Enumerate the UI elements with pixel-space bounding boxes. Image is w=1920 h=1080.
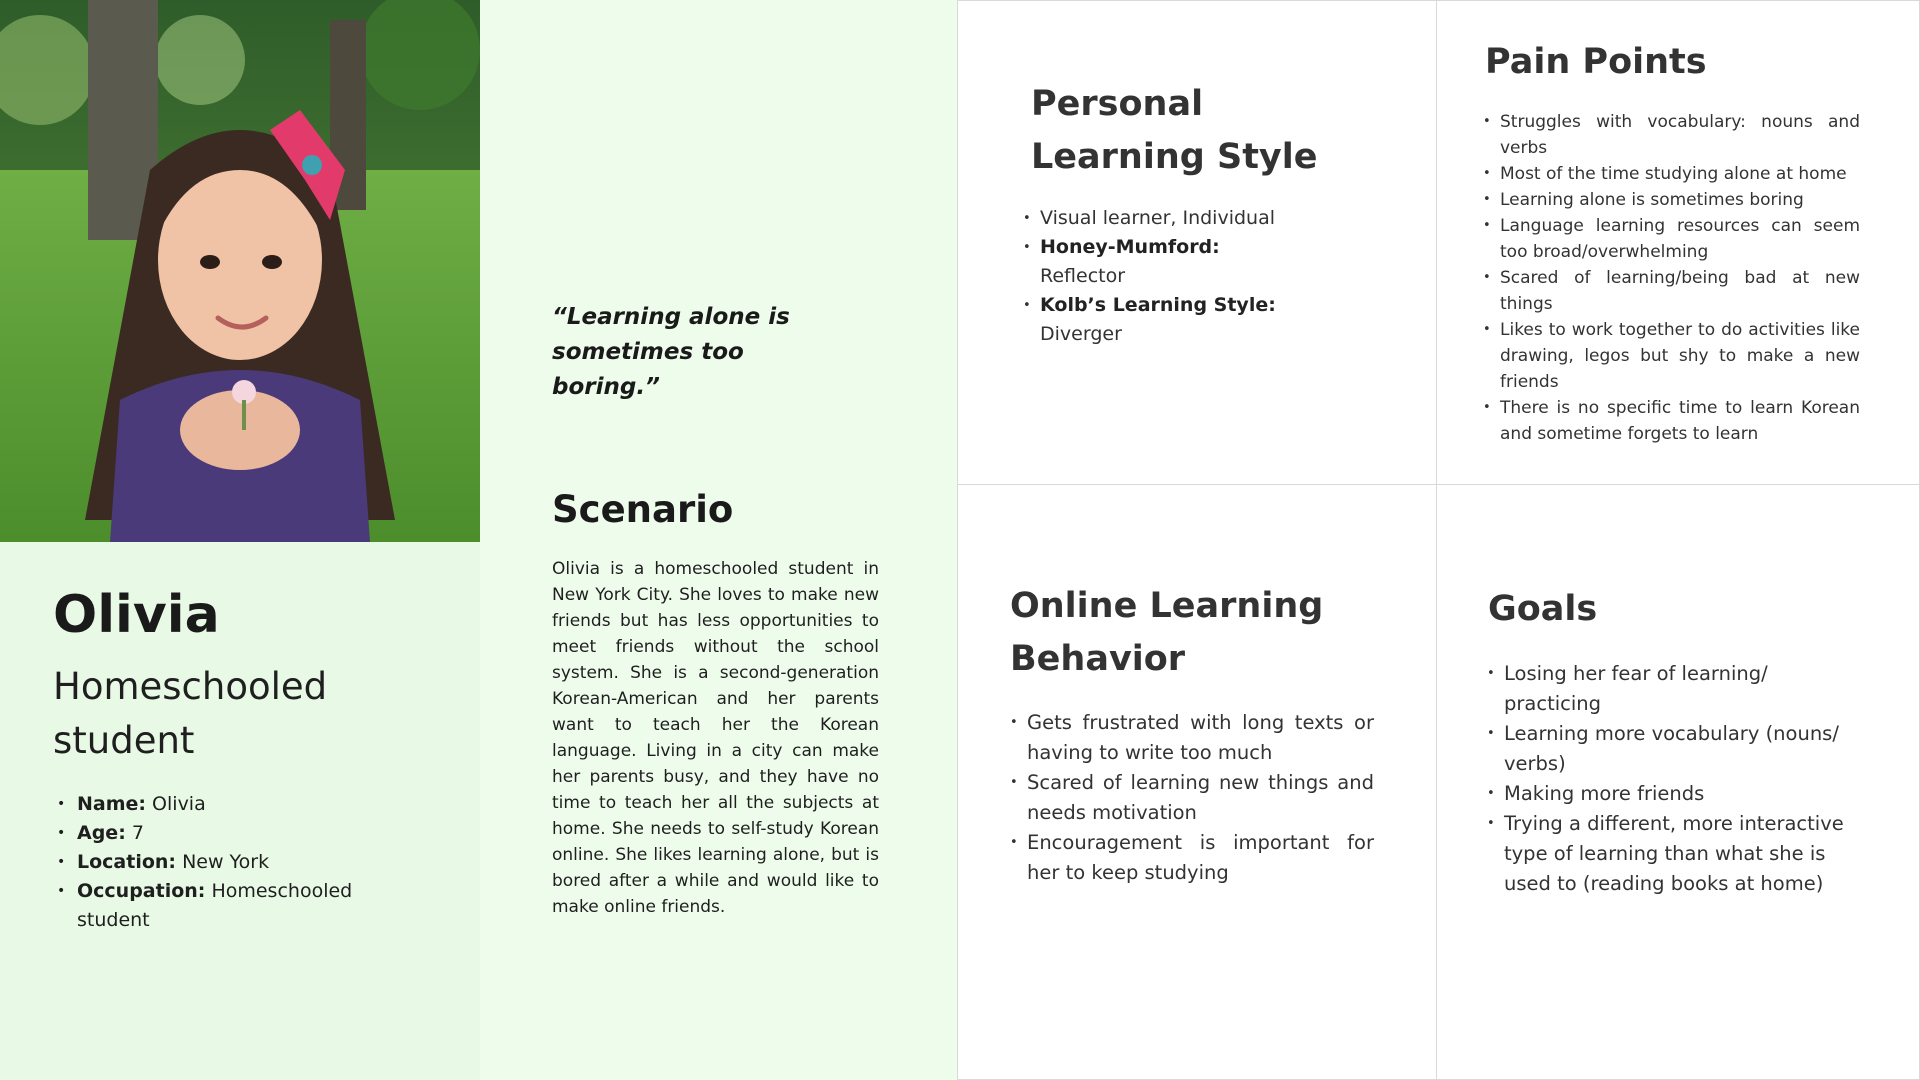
pain-point-item: • Likes to work together to do activities like drawing, legos but shy to make a new friends (1483, 317, 1860, 395)
divider-horizontal-middle (957, 484, 1920, 485)
scenario-text: Olivia is a homeschooled student in New York City. She loves to make new friends but has less opportunities to meet friends without the school system. She is a second-generation Korean-American and her parents want to teach her the Korean language. Living in a city can make her parents busy, and they have no time to teach her all the subjects at home. She needs to self-study Korean online. She likes learning alone, but is bored after a while and would like to make online friends. (552, 559, 879, 917)
learning-style-list (1023, 204, 1323, 349)
pain-point-item: • Struggles with vocabulary: nouns and verbs (1483, 109, 1860, 161)
fact-label: Age: (77, 822, 126, 844)
online-behavior-item: • Encouragement is important for her to keep studying (1010, 828, 1374, 888)
fact-label: Name: (77, 793, 147, 815)
learning-style-item (1023, 233, 1323, 291)
learning-style-item (1023, 204, 1323, 233)
fact-label: Occupation: (77, 880, 206, 902)
persona-facts-list (53, 790, 383, 935)
goal-item: • Learning more vocabulary (nouns/ verbs) (1487, 719, 1857, 779)
item-value: Visual learner, Individual (1040, 207, 1276, 229)
goal-item: • Making more friends (1487, 779, 1857, 809)
fact-value: 7 (125, 822, 144, 844)
item-label: Honey-Mumford: (1040, 236, 1220, 258)
pain-point-item: • Scared of learning/being bad at new things (1483, 265, 1860, 317)
persona-fact-item (53, 819, 383, 848)
online-behavior-item: • Gets frustrated with long texts or having to write too much (1010, 708, 1374, 768)
item-label: Kolb’s Learning Style: (1040, 294, 1276, 316)
divider-vertical-1 (957, 0, 958, 1080)
fact-value: Olivia (146, 793, 206, 815)
pain-point-item: • Language learning resources can seem too broad/overwhelming (1483, 213, 1860, 265)
online-behavior-list (1010, 708, 1374, 888)
fact-value: Homeschooled student (77, 880, 353, 931)
pain-point-item: • There is no specific time to learn Korean and sometime forgets to learn (1483, 395, 1860, 447)
pain-point-item: • Learning alone is sometimes boring (1483, 187, 1860, 213)
learning-style-item (1023, 291, 1323, 349)
persona-quote: “Learning alone is sometimes too boring.” (552, 304, 790, 400)
persona-photo-illustration (0, 0, 480, 542)
persona-role: Homeschooled student (53, 665, 328, 762)
divider-vertical-2 (1436, 0, 1437, 1080)
goal-item: • Trying a different, more interactive type of learning than what she is used to (reading books at home) (1487, 809, 1857, 899)
pain-points-title: Pain Points (1485, 42, 1707, 82)
persona-fact-item (53, 790, 383, 819)
divider-horizontal-top (957, 0, 1920, 1)
fact-value: New York (176, 851, 270, 873)
persona-fact-item (53, 848, 383, 877)
persona-fact-item (53, 877, 383, 935)
fact-label: Location: (77, 851, 177, 873)
goal-item: • Losing her fear of learning/ practicing (1487, 659, 1857, 719)
goals-title: Goals (1488, 589, 1598, 629)
item-value: Diverger (1040, 323, 1122, 345)
item-value: Reflector (1040, 265, 1126, 287)
pain-point-item: • Most of the time studying alone at home (1483, 161, 1860, 187)
persona-photo (0, 0, 480, 542)
learning-style-title: Personal Learning Style (1031, 84, 1318, 177)
pain-points-list (1483, 109, 1860, 447)
goals-list (1487, 659, 1857, 899)
scenario-title: Scenario (552, 488, 734, 531)
online-behavior-item: • Scared of learning new things and needs motivation (1010, 768, 1374, 828)
online-behavior-title: Online Learning Behavior (1010, 586, 1324, 679)
persona-name: Olivia (53, 585, 220, 645)
